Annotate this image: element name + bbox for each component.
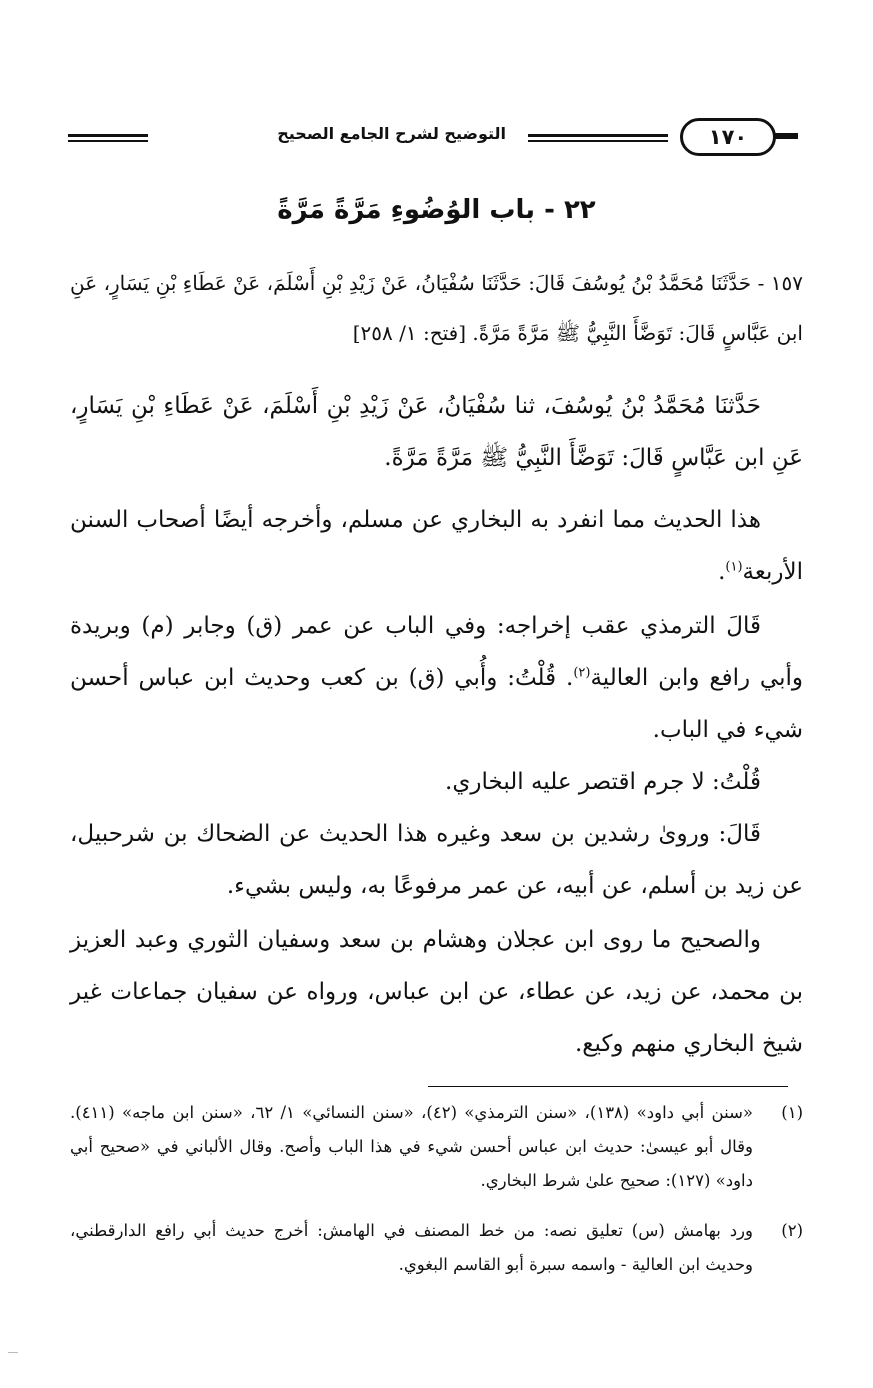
commentary-paragraph-4: قُلْتُ: لا جرم اقتصر عليه البخاري. xyxy=(445,769,761,795)
footnote-separator xyxy=(428,1086,788,1087)
hadith-text: ١٥٧ - حَدَّثَنَا مُحَمَّدُ بْنُ يُوسُفَ قَالَ: حَدَّثَنَا سُفْيَانُ، عَنْ زَيْدِ بْنِ أَسْلَمَ، عَنْ عَطَاءِ بْنِ يَسَارٍ، عَنِ ابن عَبَّاسٍ قَالَ: تَوَضَّأَ النَّبِيُّ ﷺ مَرَّةً مَرَّةً. [فتح: ١/ ٢٥٨] xyxy=(70,271,803,345)
header-rule-right xyxy=(528,134,668,142)
commentary-paragraph-5: قَالَ: وروىٰ رشدين بن سعد وغيره هذا الحديث عن الضحاك بن شرحبيل، عن زيد بن أسلم، عن أبيه، عن عمر مرفوعًا به، وليس بشيء. xyxy=(70,821,803,899)
footnote-2 xyxy=(70,1214,803,1282)
book-title: التوضيح لشرح الجامع الصحيح xyxy=(277,124,506,143)
footnote-1-number: (١) xyxy=(781,1103,803,1122)
header-rule-left xyxy=(68,134,148,142)
commentary-paragraph-1: حَدَّثنَا مُحَمَّدُ بْنُ يُوسُفَ، ثنا سُفْيَانُ، عَنْ زَيْدِ بْنِ أَسْلَمَ، عَنْ عَطَاءِ بْنِ يَسَارٍ، عَنِ ابن عَبَّاسٍ قَالَ: تَوَضَّأَ النَّبِيُّ ﷺ مَرَّةً مَرَّةً. xyxy=(70,393,803,471)
page-number: ١٧٠ xyxy=(680,118,776,156)
running-header xyxy=(68,118,798,164)
commentary-paragraph-3-text: قَالَ الترمذي عقب إخراجه: وفي الباب عن عمر (ق) وجابر (م) وبريدة وأبي رافع وابن العالية xyxy=(70,613,803,691)
commentary-paragraph-3-end: . قُلْتُ: وأُبي (ق) بن كعب وحديث ابن عباس أحسن شيء في الباب. xyxy=(70,665,803,743)
commentary-paragraph-6: والصحيح ما روى ابن عجلان وهشام بن سعد وسفيان الثوري وعبد العزيز بن محمد، عن زيد، عن عطاء، عن ابن عباس، ورواه عن سفيان جماعات غير شيخ البخاري منهم وكيع. xyxy=(70,927,803,1057)
footnote-2-number: (٢) xyxy=(781,1221,803,1240)
footnote-ref-2[interactable]: (٢) xyxy=(573,665,591,681)
chapter-title: ٢٢ - باب الوُضُوءِ مَرَّةً مَرَّةً xyxy=(277,195,596,225)
scan-mark xyxy=(8,1352,18,1353)
page-number-ornament xyxy=(774,133,798,139)
commentary-paragraph-3 xyxy=(70,600,803,756)
footnote-2-text: ورد بهامش (س) تعليق نصه: من خط المصنف في الهامش: أخرج حديث أبي رافع الدارقطني، وحديث ابن العالية - واسمه سبرة أبو القاسم البغوي. xyxy=(70,1221,753,1274)
footnote-1-text: «سنن أبي داود» (١٣٨)، «سنن الترمذي» (٤٢)، «سنن النسائي» ١/ ٦٢، «سنن ابن ماجه» (٤١١). وقال أبو عيسىٰ: حديث ابن عباس أحسن شيء في هذا الباب وأصح. وقال الألباني في «صحيح أبي داود» (١٢٧): صحيح علىٰ شرط البخاري. xyxy=(70,1103,753,1190)
commentary-paragraph-2 xyxy=(70,494,803,598)
footnote-1 xyxy=(70,1096,803,1198)
commentary-paragraph-2-end: . xyxy=(718,559,726,585)
footnote-ref-1[interactable]: (١) xyxy=(725,559,743,575)
commentary-paragraph-2-text: هذا الحديث مما انفرد به البخاري عن مسلم، وأخرجه أيضًا أصحاب السنن الأربعة xyxy=(70,507,803,585)
